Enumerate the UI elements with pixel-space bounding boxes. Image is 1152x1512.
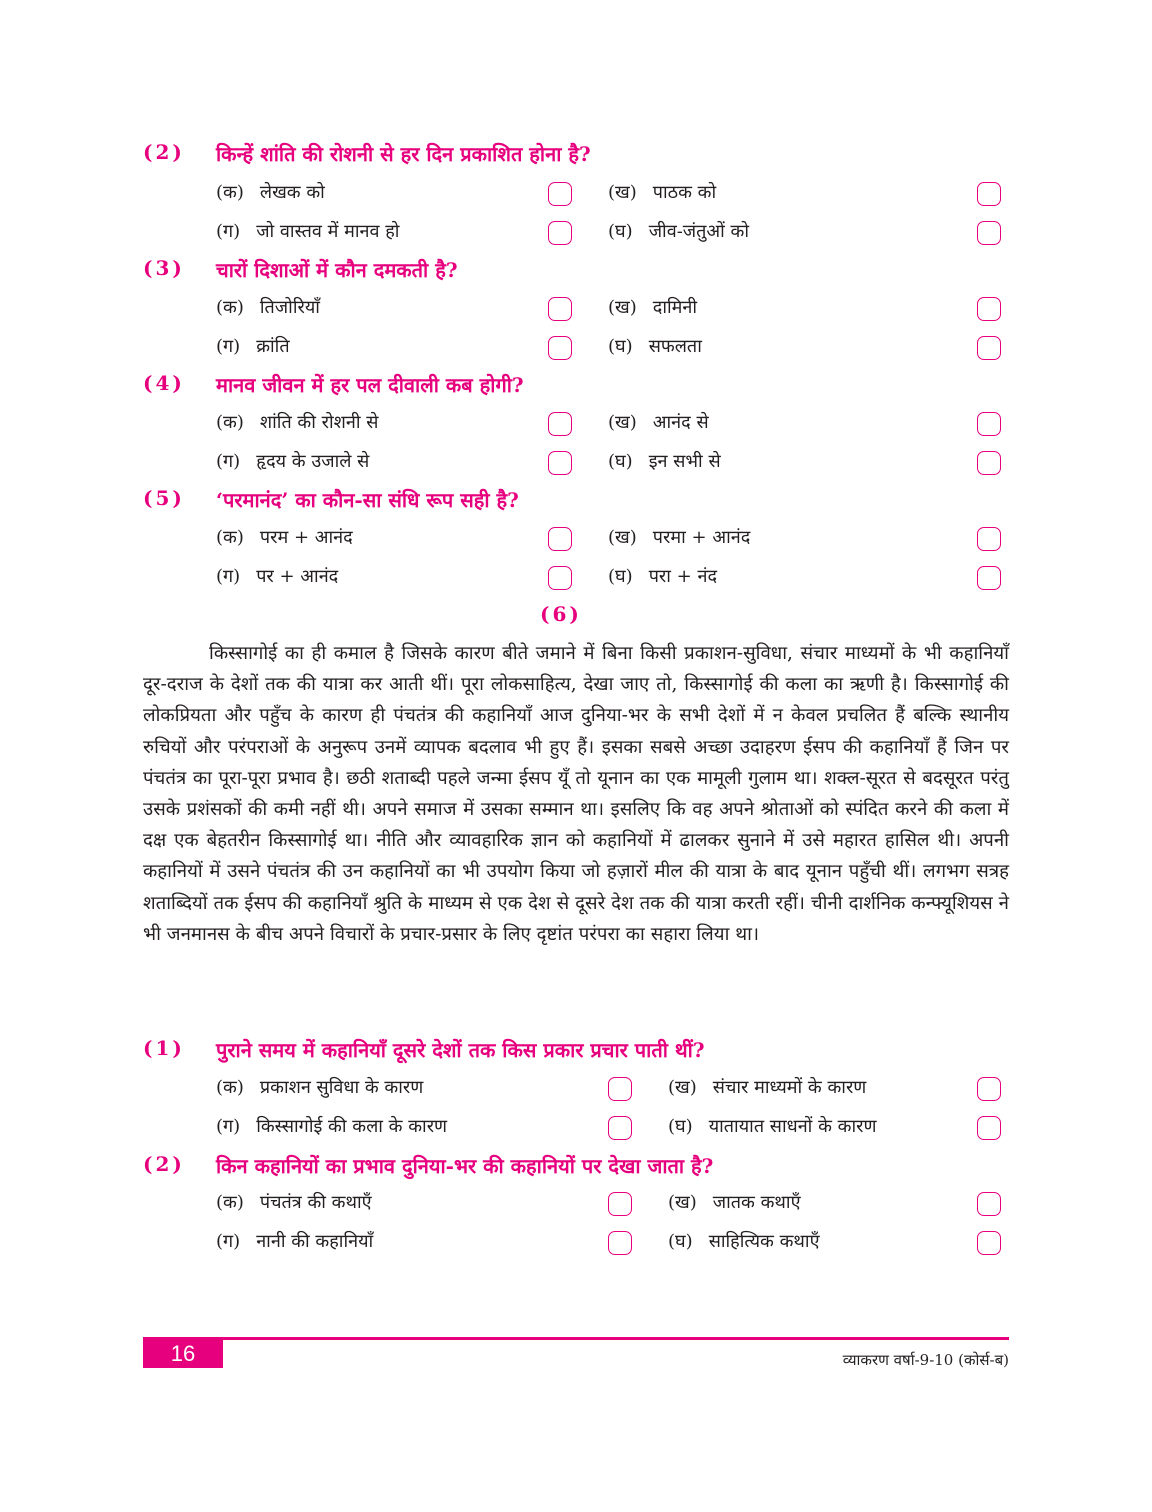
option-row (143, 1075, 1002, 1109)
option-row (143, 334, 1002, 368)
answer-checkbox[interactable] (977, 182, 1001, 206)
option-row (143, 449, 1002, 483)
answer-checkbox[interactable] (608, 1192, 632, 1216)
option-gha: (घ) इन सभी से (608, 451, 721, 472)
option-ga: (ग) जो वास्तव में मानव हो (216, 221, 400, 242)
answer-checkbox[interactable] (608, 1116, 632, 1140)
answer-checkbox[interactable] (977, 297, 1001, 321)
option-row (143, 180, 1002, 214)
option-ka: (क) लेखक को (216, 182, 325, 203)
question-5 (143, 486, 1002, 522)
answer-checkbox[interactable] (608, 1077, 632, 1101)
option-ka: (क) परम + आनंद (216, 527, 353, 548)
option-gha: (घ) यातायात साधनों के कारण (668, 1116, 877, 1137)
section-number: (6) (540, 602, 582, 626)
question-text: पुराने समय में कहानियाँ दूसरे देशों तक किस प्रकार प्रचार पाती थीं? (216, 1038, 705, 1062)
answer-checkbox[interactable] (977, 1192, 1001, 1216)
question-number: (1) (143, 1036, 185, 1060)
option-kha: (ख) आनंद से (608, 412, 709, 433)
question-text: ‘परमानंद’ का कौन-सा संधि रूप सही है? (216, 488, 519, 512)
option-row (143, 410, 1002, 444)
answer-checkbox[interactable] (977, 1116, 1001, 1140)
question-number: (3) (143, 256, 185, 280)
question-number: (5) (143, 486, 185, 510)
book-title: व्याकरण वर्षा-9-10 (कोर्स-ब) (842, 1351, 1009, 1369)
answer-checkbox[interactable] (977, 1231, 1001, 1255)
answer-checkbox[interactable] (977, 336, 1001, 360)
option-kha: (ख) पाठक को (608, 182, 717, 203)
question-text: चारों दिशाओं में कौन दमकती है? (216, 258, 458, 282)
answer-checkbox[interactable] (977, 566, 1001, 590)
answer-checkbox[interactable] (548, 182, 572, 206)
answer-checkbox[interactable] (977, 527, 1001, 551)
answer-checkbox[interactable] (548, 566, 572, 590)
option-kha: (ख) जातक कथाएँ (668, 1192, 801, 1213)
answer-checkbox[interactable] (548, 297, 572, 321)
option-ka: (क) तिजोरियाँ (216, 297, 320, 318)
option-gha: (घ) सफलता (608, 336, 702, 357)
option-gha: (घ) साहित्यिक कथाएँ (668, 1231, 820, 1252)
question-2 (143, 1152, 1002, 1188)
option-row (143, 564, 1002, 598)
option-ka: (क) प्रकाशन सुविधा के कारण (216, 1077, 424, 1098)
answer-checkbox[interactable] (608, 1231, 632, 1255)
question-text: मानव जीवन में हर पल दीवाली कब होगी? (216, 373, 524, 397)
answer-checkbox[interactable] (977, 451, 1001, 475)
answer-checkbox[interactable] (548, 451, 572, 475)
option-kha: (ख) दामिनी (608, 297, 698, 318)
question-number: (2) (143, 140, 185, 164)
option-row (143, 219, 1002, 253)
question-2 (143, 140, 1002, 176)
option-row (143, 1229, 1002, 1263)
option-kha: (ख) परमा + आनंद (608, 527, 751, 548)
option-row (143, 525, 1002, 559)
option-row (143, 295, 1002, 329)
question-3 (143, 256, 1002, 292)
option-ga: (ग) पर + आनंद (216, 566, 339, 587)
option-ga: (ग) हृदय के उजाले से (216, 451, 370, 472)
footer-divider (143, 1337, 1009, 1340)
option-kha: (ख) संचार माध्यमों के कारण (668, 1077, 867, 1098)
answer-checkbox[interactable] (977, 221, 1001, 245)
answer-checkbox[interactable] (548, 221, 572, 245)
question-text: किन कहानियों का प्रभाव दुनिया-भर की कहानियों पर देखा जाता है? (216, 1154, 714, 1178)
option-row (143, 1114, 1002, 1148)
option-ka: (क) पंचतंत्र की कथाएँ (216, 1192, 372, 1213)
question-4 (143, 371, 1002, 407)
option-gha: (घ) जीव-जंतुओं को (608, 221, 750, 242)
answer-checkbox[interactable] (548, 336, 572, 360)
answer-checkbox[interactable] (548, 412, 572, 436)
answer-checkbox[interactable] (548, 527, 572, 551)
option-ga: (ग) नानी की कहानियाँ (216, 1231, 374, 1252)
option-ga: (ग) क्रांति (216, 336, 290, 357)
question-number: (2) (143, 1152, 185, 1176)
question-text: किन्हें शांति की रोशनी से हर दिन प्रकाशित होना है? (216, 142, 591, 166)
question-1 (143, 1036, 1002, 1072)
option-ka: (क) शांति की रोशनी से (216, 412, 379, 433)
reading-passage: किस्सागोई का ही कमाल है जिसके कारण बीते जमाने में बिना किसी प्रकाशन-सुविधा, संचार माध्यमों के भी कहानियाँ दूर-दराज के देशों तक की यात्रा कर आती थीं। पूरा लोकसाहित्य, देखा जाए तो, किस्सागोई की कला का ऋणी है। किस्सागोई की लोकप्रियता और पहुँच के कारण ही पंचतंत्र की कहानियाँ आज दुनिया-भर के सभी देशों में न केवल प्रचलित हैं बल्कि स्थानीय रुचियों और परंपराओं के अनुरूप उनमें व्यापक बदलाव भी हुए हैं। इसका सबसे अच्छा उदाहरण ईसप की कहानियाँ हैं जिन पर पंचतंत्र का पूरा-पूरा प्रभाव है। छठी शताब्दी पहले जन्मा ईसप यूँ तो यूनान का एक मामूली गुलाम था। शक्ल-सूरत से बदसूरत परंतु उसके प्रशंसकों की कमी नहीं थी। अपने समाज में उसका सम्मान था। इसलिए कि वह अपने श्रोताओं को स्पंदित करने की कला में दक्ष एक बेहतरीन किस्सागोई था। नीति और व्यावहारिक ज्ञान को कहानियों में ढालकर सुनाने में उसे महारत हासिल थी। अपनी कहानियों में उसने पंचतंत्र की उन कहानियों का भी उपयोग किया जो हज़ारों मील की यात्रा के बाद यूनान पहुँची थीं। लगभग सत्रह शताब्दियों तक ईसप की कहानियाँ श्रुति के माध्यम से एक देश से दूसरे देश तक की यात्रा करती रहीं। चीनी दार्शनिक कन्फ्यूशियस ने भी जनमानस के बीच अपने विचारों के प्रचार-प्रसार के लिए दृष्टांत परंपरा का सहारा लिया था। (143, 643, 1009, 945)
answer-checkbox[interactable] (977, 1077, 1001, 1101)
answer-checkbox[interactable] (977, 412, 1001, 436)
option-ga: (ग) किस्सागोई की कला के कारण (216, 1116, 448, 1137)
question-number: (4) (143, 371, 185, 395)
page-number: 16 (143, 1340, 223, 1368)
option-row (143, 1190, 1002, 1224)
option-gha: (घ) परा + नंद (608, 566, 718, 587)
